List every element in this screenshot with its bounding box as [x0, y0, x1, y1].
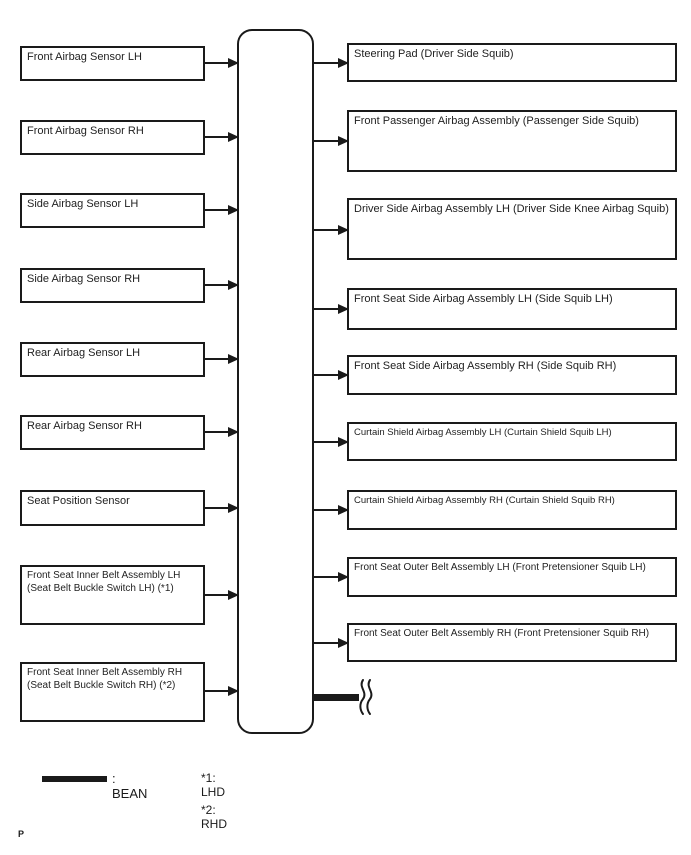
line-break-icon [355, 677, 379, 717]
node-curtain-shield-airbag-lh: Curtain Shield Airbag Assembly LH (Curtain Shield Squib LH) [347, 422, 677, 461]
node-front-seat-inner-belt-rh: Front Seat Inner Belt Assembly RH (Seat Belt Buckle Switch RH) (*2) [20, 662, 205, 722]
node-curtain-shield-airbag-rh: Curtain Shield Airbag Assembly RH (Curtain Shield Squib RH) [347, 490, 677, 530]
arrow-left-6 [205, 431, 238, 433]
footnote-lhd: *1: LHD [201, 771, 226, 799]
footnote-rhd: *2: RHD [201, 803, 227, 831]
arrow-left-8 [205, 594, 238, 596]
node-rear-airbag-sensor-lh: Rear Airbag Sensor LH [20, 342, 205, 377]
arrow-left-3 [205, 209, 238, 211]
bean-bus-line [314, 694, 359, 701]
arrow-right-1 [314, 62, 348, 64]
node-front-airbag-sensor-lh: Front Airbag Sensor LH [20, 46, 205, 81]
node-front-seat-side-airbag-rh: Front Seat Side Airbag Assembly RH (Side Squib RH) [347, 355, 677, 395]
arrow-right-3 [314, 229, 348, 231]
node-driver-side-airbag-lh: Driver Side Airbag Assembly LH (Driver Side Knee Airbag Squib) [347, 198, 677, 260]
arrow-right-8 [314, 576, 348, 578]
node-front-seat-outer-belt-lh: Front Seat Outer Belt Assembly LH (Front Pretensioner Squib LH) [347, 557, 677, 597]
arrow-right-4 [314, 308, 348, 310]
arrow-left-1 [205, 62, 238, 64]
node-rear-airbag-sensor-rh: Rear Airbag Sensor RH [20, 415, 205, 450]
arrow-left-2 [205, 136, 238, 138]
node-side-airbag-sensor-rh: Side Airbag Sensor RH [20, 268, 205, 303]
bean-legend-label: : BEAN [112, 771, 148, 801]
node-front-seat-outer-belt-rh: Front Seat Outer Belt Assembly RH (Front Pretensioner Squib RH) [347, 623, 677, 662]
arrow-right-7 [314, 509, 348, 511]
arrow-right-6 [314, 441, 348, 443]
page-marker: P [18, 829, 25, 839]
node-front-seat-side-airbag-lh: Front Seat Side Airbag Assembly LH (Side Squib LH) [347, 288, 677, 330]
arrow-right-9 [314, 642, 348, 644]
arrow-left-4 [205, 284, 238, 286]
bean-line-swatch [42, 776, 107, 782]
center-airbag-ecu-block [237, 29, 314, 734]
node-seat-position-sensor: Seat Position Sensor [20, 490, 205, 526]
arrow-left-5 [205, 358, 238, 360]
arrow-left-9 [205, 690, 238, 692]
node-front-passenger-airbag: Front Passenger Airbag Assembly (Passenger Side Squib) [347, 110, 677, 172]
node-side-airbag-sensor-lh: Side Airbag Sensor LH [20, 193, 205, 228]
arrow-right-5 [314, 374, 348, 376]
node-steering-pad: Steering Pad (Driver Side Squib) [347, 43, 677, 82]
node-front-seat-inner-belt-lh: Front Seat Inner Belt Assembly LH (Seat Belt Buckle Switch LH) (*1) [20, 565, 205, 625]
arrow-right-2 [314, 140, 348, 142]
node-front-airbag-sensor-rh: Front Airbag Sensor RH [20, 120, 205, 155]
arrow-left-7 [205, 507, 238, 509]
